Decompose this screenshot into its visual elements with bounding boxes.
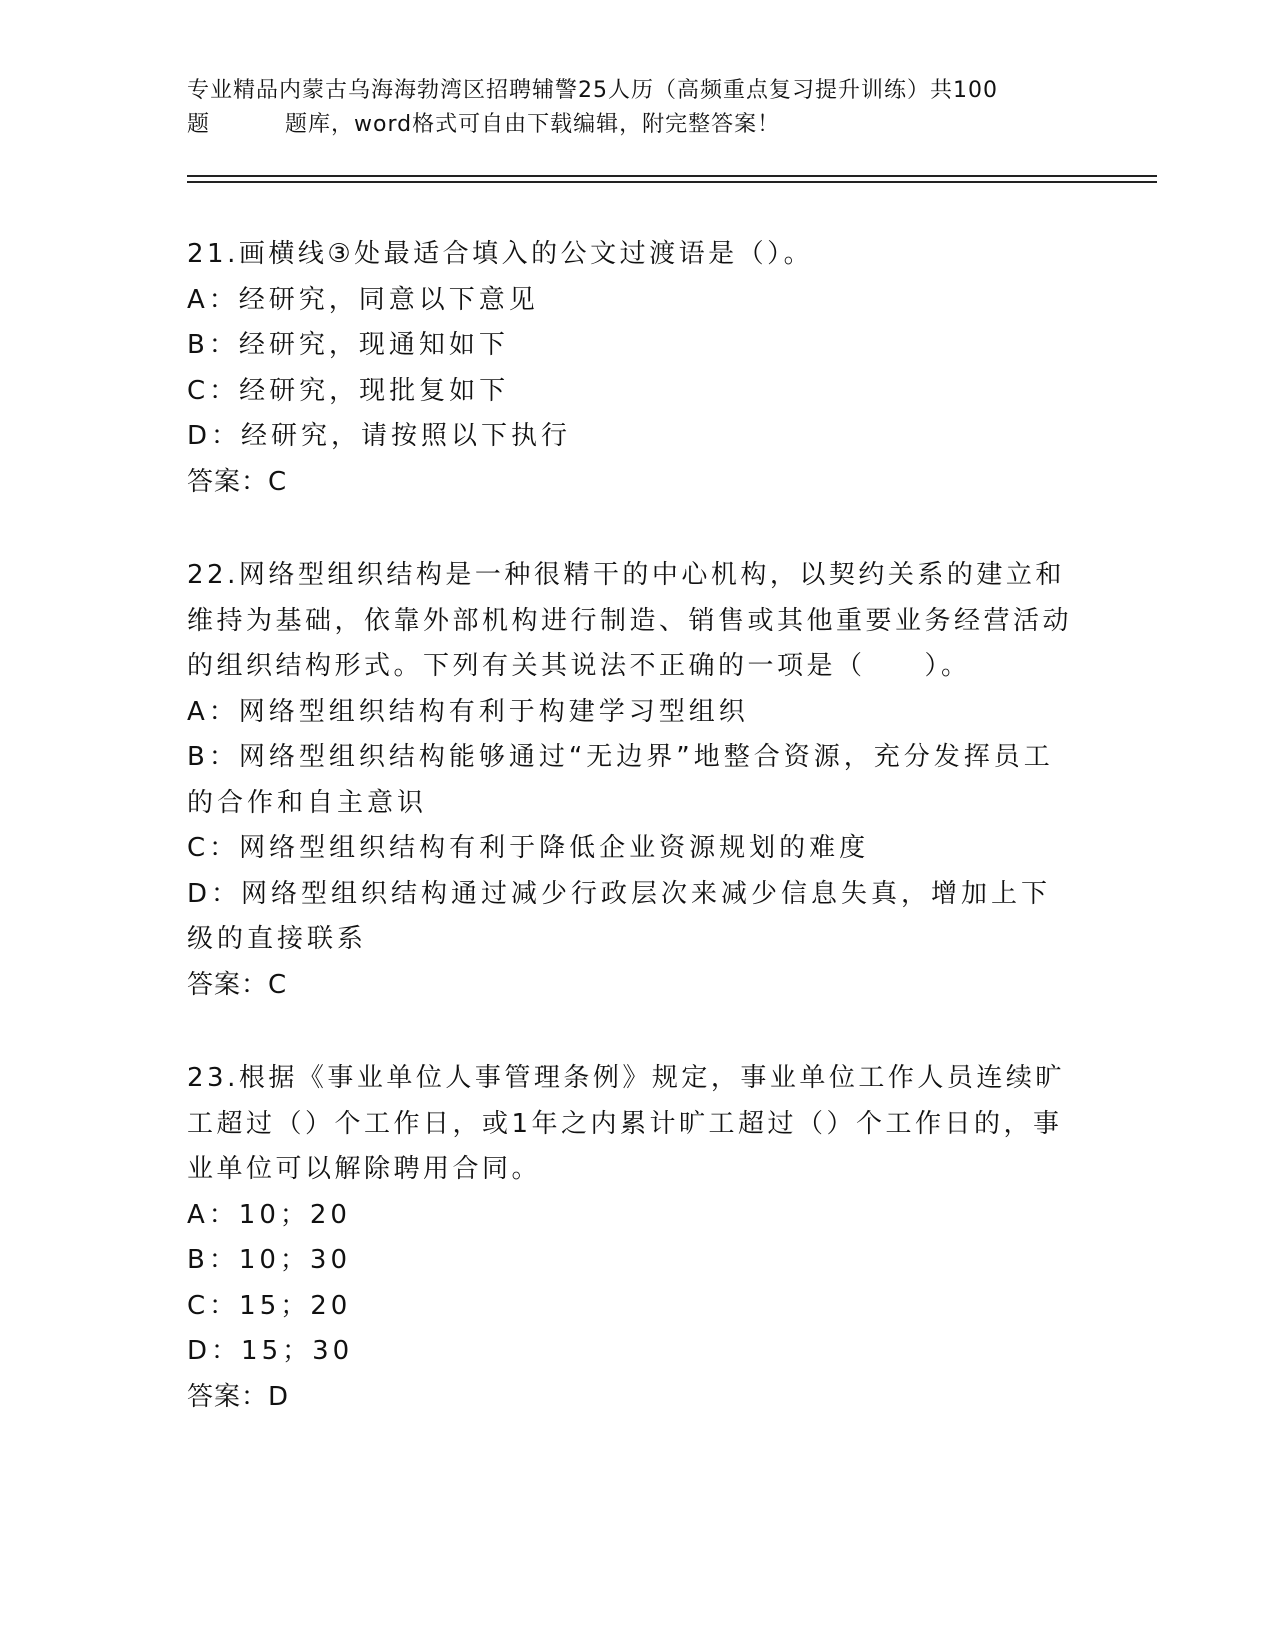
question-stem: 23.根据《事业单位人事管理条例》规定，事业单位工作人员连续旷工超过（）个工作日，或1年之内累计旷工超过（）个工作日的，事业单位可以解除聘用合同。 (187, 1063, 1065, 1184)
option-d: D：15；30 (187, 1336, 354, 1366)
question-stem: 21.画横线③处最适合填入的公文过渡语是（）。 (187, 239, 814, 269)
question-list (187, 232, 1077, 1468)
header-title-line-2 (187, 108, 1087, 142)
header-subtitle: 题库，word格式可自由下载编辑，附完整答案！ (285, 112, 781, 137)
option-a: A：网络型组织结构有利于构建学习型组织 (187, 696, 749, 727)
option-d: D：网络型组织结构通过减少行政层次来减少信息失真，增加上下级的直接联系 (187, 878, 1052, 954)
answer-label: 答案：C (187, 466, 288, 497)
header-divider-bottom (187, 181, 1157, 183)
answer-label: 答案：D (187, 1381, 290, 1412)
option-b: B：经研究，现通知如下 (187, 330, 509, 360)
question-21 (187, 232, 1077, 505)
option-d: D：经研究，请按照以下执行 (187, 421, 572, 451)
document-header (187, 74, 1087, 142)
option-c: C：15；20 (187, 1290, 352, 1321)
question-stem: 22.网络型组织结构是一种很精干的中心机构，以契约关系的建立和维持为基础，依靠外部机构进行制造、销售或其他重要业务经营活动的组织结构形式。下列有关其说法不正确的一项是（ ）。 (187, 560, 1073, 681)
header-title-line-1: 专业精品内蒙古乌海海勃湾区招聘辅警25人历（高频重点复习提升训练）共100 (187, 78, 998, 103)
question-23 (187, 1056, 1077, 1420)
answer-label: 答案：C (187, 969, 288, 1000)
question-22 (187, 553, 1077, 1008)
header-divider-top (187, 175, 1157, 177)
header-title-fragment: 题 (187, 112, 211, 137)
option-a: A：经研究，同意以下意见 (187, 284, 539, 315)
option-c: C：网络型组织结构有利于降低企业资源规划的难度 (187, 833, 870, 863)
option-b: B：10；30 (187, 1245, 352, 1275)
option-a: A：10；20 (187, 1199, 351, 1230)
option-c: C：经研究，现批复如下 (187, 375, 510, 406)
option-b: B：网络型组织结构能够通过“无边界”地整合资源，充分发挥员工的合作和自主意识 (187, 742, 1054, 818)
